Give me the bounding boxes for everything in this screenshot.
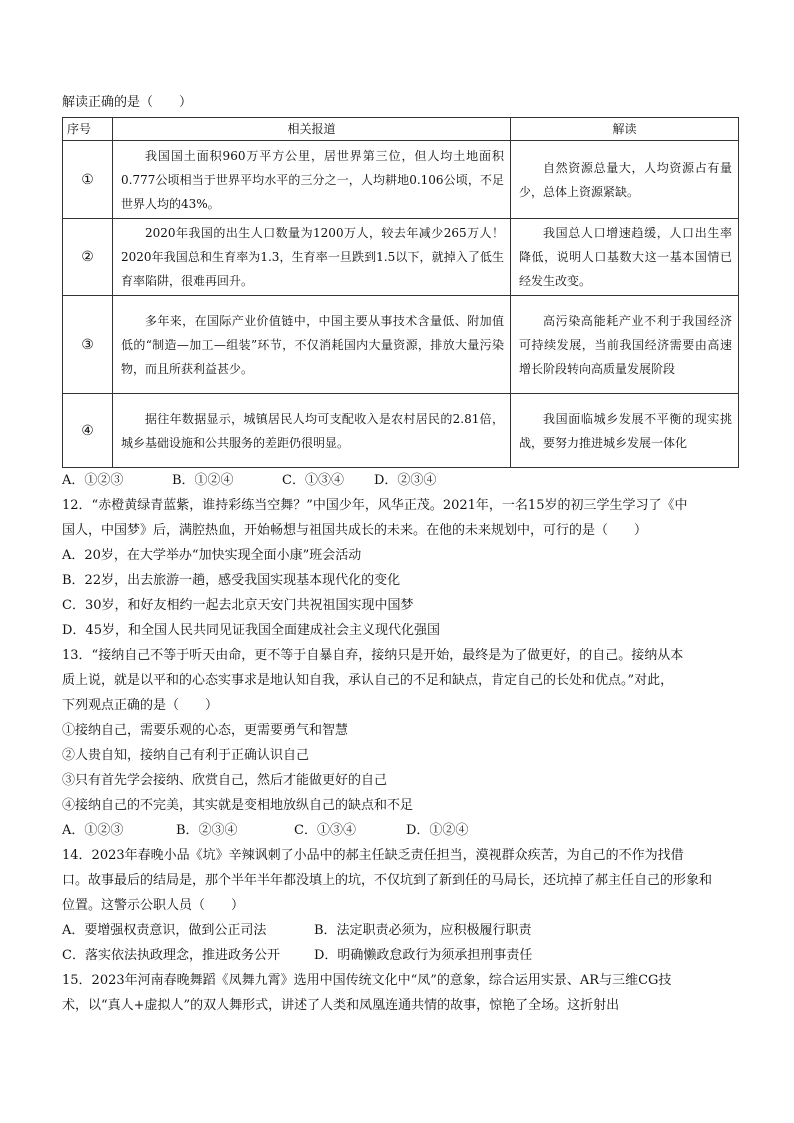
option-a[interactable]: A．20岁，在大学举办“加快实现全面小康”班会活动 (62, 548, 362, 563)
option-a[interactable]: A．①②③ (62, 823, 124, 838)
q12-line: 国人，中国梦》后，满腔热血，开始畅想与祖国共成长的未来。在他的未来规划中，可行的是（ ） (62, 523, 648, 538)
q15-line: 术，以“真人+虚拟人”的双人舞形式，讲述了人类和凤凰连通共情的故事，惊艳了全场。这折射出 (62, 998, 620, 1013)
q13-item: ③只有首先学会接纳、欣赏自己，然后才能做更好的自己 (62, 773, 388, 788)
question-14 (62, 843, 738, 968)
q14-line: 位置。这警示公职人员（ ） (62, 898, 245, 913)
option-b[interactable]: B．①②④ (172, 473, 234, 488)
option-c[interactable]: C．①③④ (282, 473, 344, 488)
q11-table (62, 117, 739, 468)
option-c[interactable]: C．落实依法执政理念，推进政务公开 (62, 948, 280, 963)
row-num: ③ (63, 296, 113, 394)
option-a[interactable]: A．要增强权责意识，做到公正司法 (62, 923, 267, 938)
option-c[interactable]: C．①③④ (294, 823, 356, 838)
option-d[interactable]: D．明确懒政怠政行为须承担刑事责任 (314, 948, 533, 963)
row-interpret: 我国总人口增速趋缓，人口出生率降低，说明人口基数大这一基本国情已经发生改变。 (511, 219, 739, 296)
header-interpret: 解读 (511, 118, 739, 141)
table-header-row (63, 118, 739, 141)
row-num: ① (63, 141, 113, 219)
q12-line: 12．“赤橙黄绿青蓝紫，谁持彩练当空舞？”中国少年，风华正茂。2021年，一名15岁的初三学生学习了《中 (62, 498, 688, 513)
table-row (63, 141, 739, 219)
table-row (63, 394, 739, 468)
q14-line: 14．2023年春晚小品《坑》辛辣讽刺了小品中的郝主任缺乏责任担当，漠视群众疾苦，为自己的不作为找借 (62, 848, 684, 863)
option-d[interactable]: D．①②④ (406, 823, 469, 838)
header-num: 序号 (63, 118, 113, 141)
option-d[interactable]: D．45岁，和全国人民共同见证我国全面建成社会主义现代化强国 (62, 623, 440, 638)
q11-options (62, 468, 738, 493)
row-num: ④ (63, 394, 113, 468)
table-row (63, 219, 739, 296)
option-a[interactable]: A．①②③ (62, 473, 124, 488)
q13-line: 下列观点正确的是（ ） (62, 698, 219, 713)
question-12 (62, 493, 738, 643)
question-15 (62, 968, 738, 1018)
row-report: 据往年数据显示，城镇居民人均可支配收入是农村居民的2.81倍，城乡基础设施和公共服务的差距仍很明显。 (113, 394, 511, 468)
q14-options-row1 (62, 918, 738, 943)
q14-line: 口。故事最后的结局是，那个半年半年都没填上的坑，不仅坑到了新到任的马局长，还坑掉了郝主任自己的形象和 (62, 873, 713, 888)
row-interpret: 自然资源总量大，人均资源占有量少，总体上资源紧缺。 (511, 141, 739, 219)
option-b[interactable]: B．法定职责必须为，应积极履行职责 (314, 923, 532, 938)
option-d[interactable]: D．②③④ (374, 473, 437, 488)
q13-options (62, 818, 738, 843)
q15-line: 15．2023年河南春晚舞蹈《凤舞九霄》选用中国传统文化中“凤”的意象，综合运用实景、AR与三维CG技 (62, 973, 672, 988)
question-13 (62, 643, 738, 843)
option-b[interactable]: B．②③④ (176, 823, 238, 838)
header-report: 相关报道 (113, 118, 511, 141)
row-report: 我国国土面积960万平方公里，居世界第三位，但人均土地面积0.777公顷相当于世界平均水平的三分之一，人均耕地0.106公顷，不足世界人均的43%。 (113, 141, 511, 219)
q13-item: ②人贵自知，接纳自己有利于正确认识自己 (62, 748, 310, 763)
q14-options-row2 (62, 943, 738, 968)
row-interpret: 高污染高能耗产业不利于我国经济可持续发展，当前我国经济需要由高速增长阶段转向高质量发展阶段 (511, 296, 739, 394)
q13-line: 13．“接纳自己不等于听天由命，更不等于自暴自弃，接纳只是开始，最终是为了做更好，的自己。接纳从本 (62, 648, 684, 663)
row-interpret: 我国面临城乡发展不平衡的现实挑战，要努力推进城乡发展一体化 (511, 394, 739, 468)
option-b[interactable]: B．22岁，出去旅游一趟，感受我国实现基本现代化的变化 (62, 573, 401, 588)
q11-stem-tail: 解读正确的是（ ） (62, 95, 193, 110)
exam-page (62, 90, 738, 1018)
option-c[interactable]: C．30岁，和好友相约一起去北京天安门共祝祖国实现中国梦 (62, 598, 414, 613)
q13-line: 质上说，就是以平和的心态实事求是地认知自我，承认自己的不足和缺点，肯定自己的长处和优点。”对此， (62, 673, 674, 688)
row-report: 2020年我国的出生人口数量为1200万人，较去年减少265万人！2020年我国总和生育率为1.3，生育率一旦跌到1.5以下，就掉入了低生育率陷阱，很难再回升。 (113, 219, 511, 296)
row-report: 多年来，在国际产业价值链中，中国主要从事技术含量低、附加值低的“制造—加工—组装”环节，不仅消耗国内大量资源，排放大量污染物，而且所获利益甚少。 (113, 296, 511, 394)
row-num: ② (63, 219, 113, 296)
q13-item: ①接纳自己，需要乐观的心态，更需要勇气和智慧 (62, 723, 349, 738)
table-row (63, 296, 739, 394)
q13-item: ④接纳自己的不完美，其实就是变相地放纵自己的缺点和不足 (62, 798, 414, 813)
